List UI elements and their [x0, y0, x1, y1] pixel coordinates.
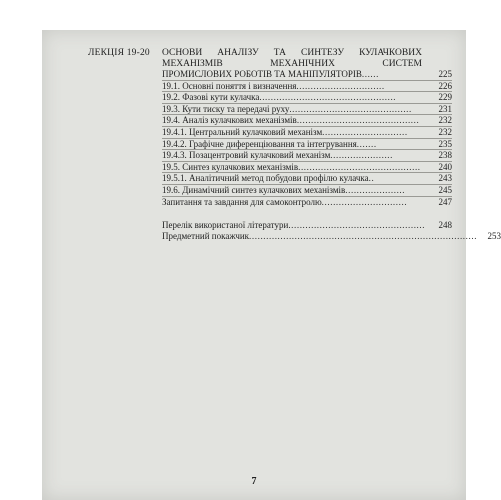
- toc-entry: 19.4.2. Графічне диференціювання та інтегрування ....... 235: [162, 138, 452, 149]
- page-ref: 232: [438, 115, 452, 126]
- toc-entry: 19.1. Основні поняття і визначення ............................... 226: [162, 80, 452, 91]
- toc-entry: 19.5.1. Аналітичний метод побудови профілю кулачка .. 243: [162, 173, 452, 184]
- page-ref: 232: [438, 126, 452, 137]
- toc-entry-title: ПРОМИСЛОВИХ РОБОТІВ ТА МАНІПУЛЯТОРІВ ...... 225: [162, 69, 452, 79]
- toc-entry: 19.6. Динамічний синтез кулачкових механізмів ..................... 245: [162, 184, 452, 195]
- page-ref: 253: [487, 230, 501, 241]
- toc-entry: 19.4. Аналіз кулачкових механізмів ........................................... 232: [162, 115, 452, 126]
- toc-entry-index: Предметний покажчик ................................................................................ 253: [162, 230, 501, 241]
- toc-entry: 19.2. Фазові кути кулачка ................................................ 229: [162, 92, 452, 103]
- toc-entry: 19.3. Кути тиску та передачі руху ........................................... 231: [162, 103, 452, 114]
- toc-entry: 19.4.3. Позацентровий кулачковий механізм ...................... 238: [162, 150, 452, 161]
- page-ref: 231: [438, 103, 452, 114]
- page-ref: 229: [438, 92, 452, 103]
- page-ref: 243: [438, 173, 452, 184]
- toc-entry: Запитання та завдання для самоконтролю .............................. 247: [162, 196, 452, 207]
- toc-entry: 19.5. Синтез кулачкових механізмів ........................................... 240: [162, 161, 452, 172]
- page-ref: 235: [438, 138, 452, 149]
- section-title-line-2: МЕХАНІЗМІВ МЕХАНІЧНИХ СИСТЕМ: [162, 58, 422, 69]
- page-ref: 238: [438, 150, 452, 161]
- page-number: 7: [251, 476, 257, 487]
- toc-entry: 19.4.1. Центральний кулачковий механізм .............................. 232: [162, 126, 452, 137]
- book-page: [42, 30, 501, 500]
- toc-entry-references: Перелік використаної літератури ................................................ 248: [162, 220, 452, 230]
- page-ref: 225: [438, 69, 452, 79]
- page-ref: 226: [438, 80, 452, 91]
- page-ref: 240: [438, 161, 452, 172]
- lecture-label: ЛЕКЦІЯ 19-20: [88, 48, 150, 58]
- appendix-list: [162, 220, 501, 241]
- section-title-line-1: ОСНОВИ АНАЛІЗУ ТА СИНТЕЗУ КУЛАЧКОВИХ: [162, 48, 422, 58]
- toc-list: [162, 69, 452, 207]
- page-ref: 245: [438, 184, 452, 195]
- section-title: [162, 48, 422, 69]
- page-ref: 247: [438, 196, 452, 207]
- page-ref: 248: [438, 220, 452, 230]
